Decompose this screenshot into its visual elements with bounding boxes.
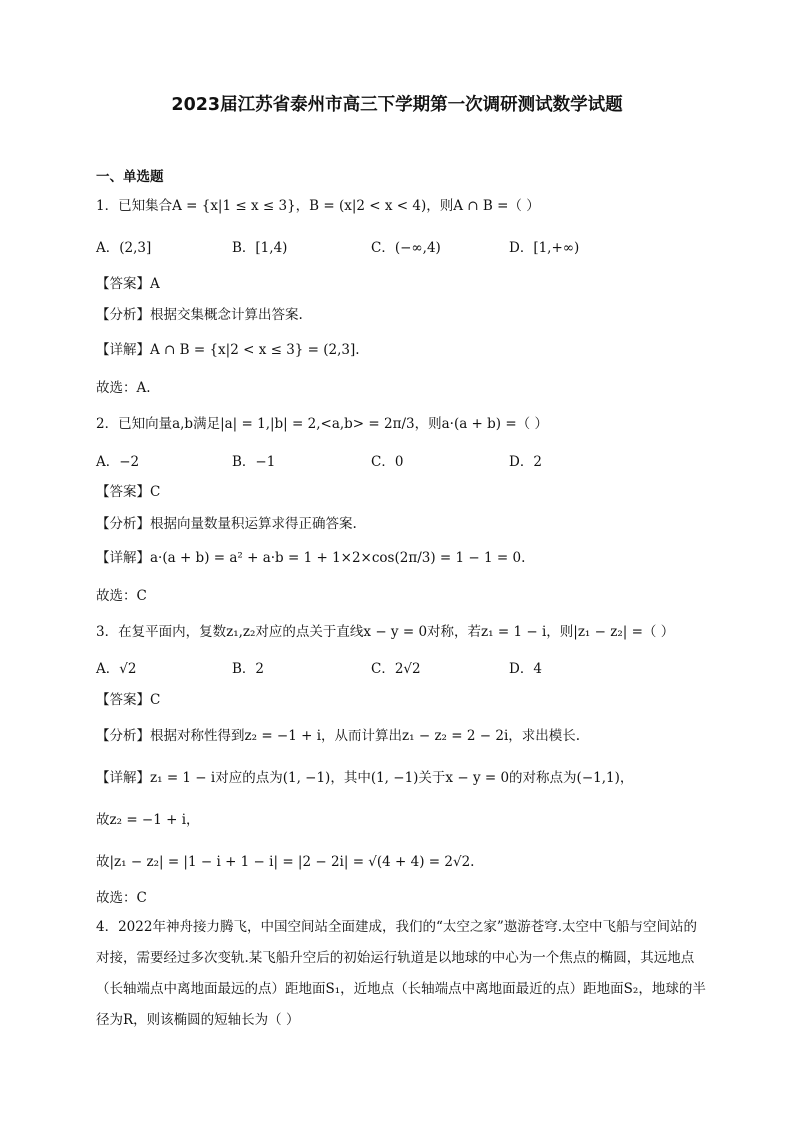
q1-choice-d: D．[1,+∞) — [509, 240, 580, 256]
q3-answer: 【答案】C — [96, 692, 161, 708]
q1-answer: 【答案】A — [96, 276, 160, 292]
q3-step-1: 故z₂ = −1 + i， — [96, 812, 200, 828]
q2-conclusion: 故选：C — [96, 588, 147, 604]
q1-detail: 【详解】A ∩ B = {x|2 < x ≤ 3} = (2,3]. — [96, 342, 360, 358]
page-title: 2023届江苏省泰州市高三下学期第一次调研测试数学试题 — [171, 95, 623, 115]
q2-choice-d: D．2 — [509, 454, 542, 470]
q3-choice-d: D．4 — [509, 661, 542, 677]
q3-stem: 3．在复平面内，复数z₁,z₂对应的点关于直线x − y = 0对称，若z₁ = 1 − i，则|z₁ − z₂| =（ ） — [96, 624, 675, 640]
q3-choice-c: C．2√2 — [371, 661, 421, 677]
q2-stem: 2．已知向量a,b满足|a| = 1,|b| = 2,<a,b> = 2π/3，则a·(a + b) =（ ） — [96, 416, 548, 432]
q3-conclusion: 故选：C — [96, 890, 147, 906]
q1-conclusion: 故选：A. — [96, 380, 151, 396]
q2-answer: 【答案】C — [96, 484, 161, 500]
q3-analysis: 【分析】根据对称性得到z₂ = −1 + i，从而计算出z₁ − z₂ = 2 − 2i，求出模长. — [96, 728, 581, 744]
q3-detail: 【详解】z₁ = 1 − i对应的点为(1, −1)，其中(1, −1)关于x − y = 0的对称点为(−1,1)， — [96, 770, 634, 786]
q1-choice-a: A．(2,3] — [96, 240, 152, 256]
q2-detail: 【详解】a·(a + b) = a² + a·b = 1 + 1×2×cos(2π/3) = 1 − 1 = 0. — [96, 550, 526, 566]
q3-step-2: 故|z₁ − z₂| = |1 − i + 1 − i| = |2 − 2i| = √(4 + 4) = 2√2. — [96, 854, 475, 870]
q2-choice-b: B．−1 — [232, 454, 276, 470]
q1-stem: 1．已知集合A = {x|1 ≤ x ≤ 3}，B = (x|2 < x < 4)，则A ∩ B =（ ） — [96, 198, 540, 214]
q4-stem: 4．2022年神舟接力腾飞，中国空间站全面建成，我们的“太空之家”遨游苍穹.太空中飞船与空间站的对接，需要经过多次变轨.某飞船升空后的初始运行轨道是以地球的中心为一个焦点的椭圆，其远地点（长轴端点中离地面最远的点）距地面S₁，近地点（长轴端点中离地面最近的点）距地面S₂，地球的半径为R，则该椭圆的短轴长为（ ） — [96, 919, 706, 1028]
q2-analysis: 【分析】根据向量数量积运算求得正确答案. — [96, 516, 357, 532]
q1-analysis: 【分析】根据交集概念计算出答案. — [96, 307, 303, 323]
q2-choice-a: A．−2 — [96, 454, 140, 470]
q3-choice-a: A．√2 — [96, 661, 137, 677]
q1-choice-b: B．[1,4) — [232, 240, 288, 256]
section-heading: 一、单选题 — [96, 169, 164, 185]
q2-choice-c: C．0 — [371, 454, 404, 470]
q3-choice-b: B．2 — [232, 661, 265, 677]
q1-choice-c: C．(−∞,4) — [371, 240, 441, 256]
